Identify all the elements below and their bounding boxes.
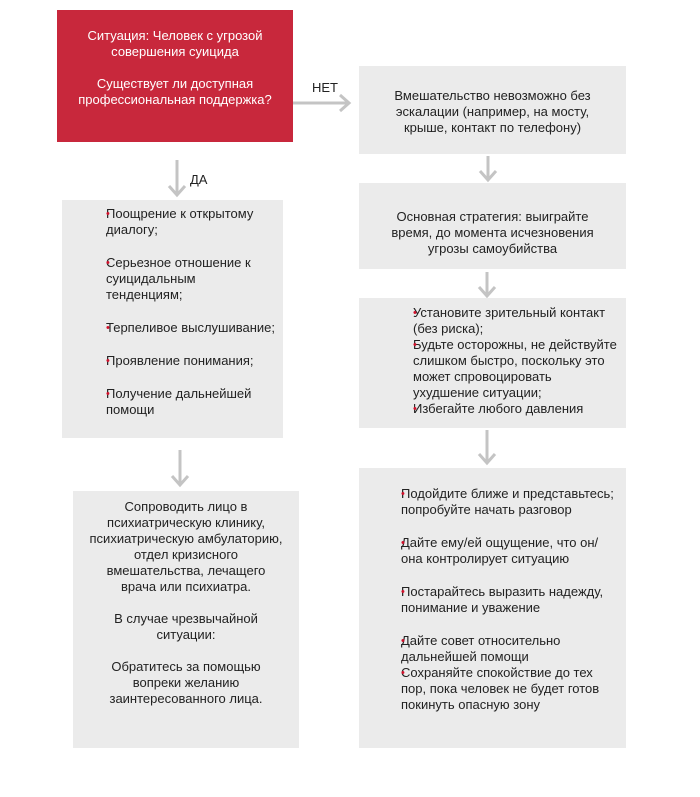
list-item: • Дайте совет относительно дальнейшей помощи — [379, 633, 618, 665]
strategy-box — [359, 183, 626, 269]
strategy-text: Основная стратегия: выиграйте время, до момента исчезновения угрозы самоубийства — [391, 209, 594, 256]
label-no: НЕТ — [312, 80, 338, 95]
label-yes: ДА — [190, 172, 208, 187]
situation-title: Ситуация: Человек с угрозой совершения суицида — [87, 28, 263, 59]
list-item: • Серьезное отношение к суицидальным тенденциям; — [82, 255, 275, 303]
list-item: • Терпеливое выслушивание; — [82, 320, 275, 336]
list-item: • Поощрение к открытому диалогу; — [82, 206, 275, 238]
list-item: • Дайте ему/ей ощущение, что он/она контролирует ситуацию — [379, 535, 618, 567]
list-item: • Сохраняйте спокойствие до тех пор, пока человек не будет готов покинуть опасную зону — [379, 665, 618, 713]
list-item: • Получение дальнейшей помощи — [82, 386, 275, 418]
yes-support-list — [62, 200, 283, 438]
situation-box — [57, 10, 293, 142]
list-item: • Подойдите ближе и представьтесь; попробуйте начать разговор — [379, 486, 618, 518]
no-intro-text: Вмешательство невозможно без эскалации (например, на мосту, крыше, контакт по телефону) — [394, 88, 591, 135]
no-intro-box — [359, 66, 626, 154]
emergency-action: Обратитесь за помощью вопреки желанию заинтересованного лица. — [109, 659, 263, 706]
situation-question: Существует ли доступная профессиональная поддержка? — [78, 76, 272, 107]
list-item: • Постарайтесь выразить надежду, понимание и уважение — [379, 584, 618, 616]
list-item: • Установите зрительный контакт (без риска); — [379, 305, 618, 337]
referral-text: Сопроводить лицо в психиатрическую клинику, психиатрическую амбулаторию, отдел кризисного вмешательства, лечащего врача или психиатра. — [89, 499, 283, 594]
yes-referral-box — [73, 491, 299, 748]
emergency-heading: В случае чрезвычайной ситуации: — [114, 611, 258, 642]
no-steps-2 — [359, 468, 626, 748]
list-item: • Будьте осторожны, не действуйте слишком быстро, поскольку это может спровоцировать ухудшение ситуации; — [379, 337, 618, 401]
list-item: • Избегайте любого давления — [379, 401, 618, 417]
no-steps-1 — [359, 298, 626, 428]
list-item: • Проявление понимания; — [82, 353, 275, 369]
